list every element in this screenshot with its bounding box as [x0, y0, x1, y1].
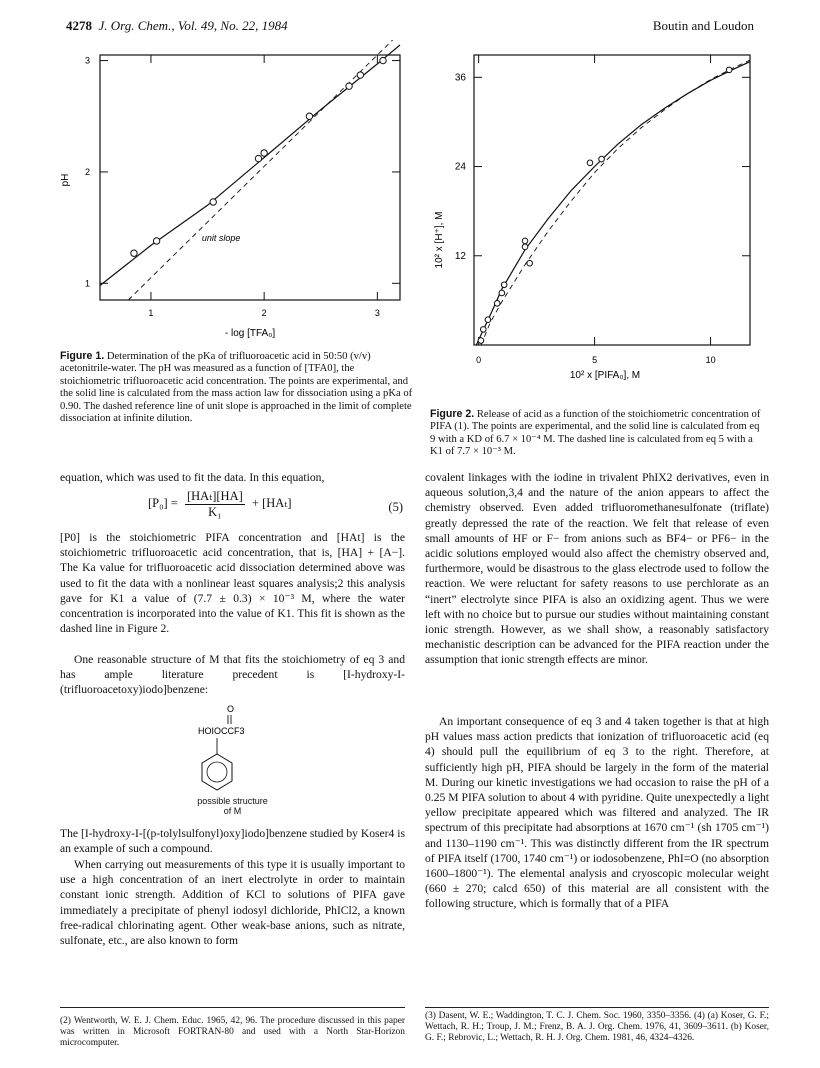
figure2-point-5: [501, 282, 507, 288]
figure2-point-0: [478, 338, 484, 344]
footnote-rule-right: [425, 1007, 769, 1008]
right-para-1: covalent linkages with the iodine in trivalent PhIX2 derivatives, even in aqueous solution,3,4 and the nature of the anion appears to affect the chemistry observed. Even added trifluoromethanesulfonate (triflate) greatly depressed the rate of the reaction. We felt that release of even small amounts of HF or F− from anions such as BF4− or PF6− in the acidic solutions employed would also affect the chemistry observed and, furthermore, would be disastrous to the glass electrode used to follow the reaction. We were reluctant for safety reasons to use perchlorate as an “inert” electrolyte since PIFA is also an oxidizing agent. Thus we were left with no choice but to pursue our studies without maintaining constant ionic strength. However, as we shall show, a reasonably satisfactory mechanistic description can be advanced for the PIFA reaction under the assumption that ionic strength effects are minor.: [425, 471, 769, 667]
left-para-4: The [I-hydroxy-I-[(p-tolylsulfonyl)oxy]iodo]benzene studied by Koser4 is an example of such a compound.: [60, 827, 405, 856]
figure1-caption: [60, 350, 415, 425]
figure2-caption: [430, 408, 766, 459]
figure1-points: [131, 57, 386, 256]
equation-lhs: [P₀] =: [148, 495, 178, 510]
figure1-point-8: [380, 57, 386, 63]
figure2-ytick-label-1: 24: [454, 161, 466, 173]
figure1-ylabel: pH: [60, 173, 71, 187]
equation-number: (5): [388, 500, 403, 514]
figure2-point-3: [494, 301, 500, 307]
figure1-ytick-label-0: 1: [84, 278, 90, 289]
figure1-xlabel: - log [TFA₀]: [224, 328, 276, 339]
figure1-point-5: [306, 113, 312, 119]
figure1-ytick-label-1: 2: [84, 166, 90, 177]
figure2-point-2: [485, 317, 491, 323]
figure1-ticks: [85, 55, 400, 318]
running-authors: Boutin and Loudon: [652, 18, 754, 33]
figure2-xtick-label-1: 5: [592, 355, 598, 365]
figure2-ytick-label-0: 12: [454, 250, 466, 262]
figure1-point-6: [346, 83, 352, 89]
figure2-xtick-label-2: 10: [705, 355, 716, 365]
figure2-point-1: [480, 327, 486, 333]
figure2-frame: [474, 55, 750, 345]
figure1-fit-line: [100, 45, 400, 286]
figure2-point-7: [522, 238, 528, 244]
figure2-point-4: [499, 290, 505, 296]
chemical-structure: [170, 702, 310, 807]
figure1-point-0: [131, 250, 137, 256]
equation-rhs: + [HAₜ]: [251, 495, 292, 510]
figure1-frame: [100, 55, 400, 300]
equation-denominator: K₁: [208, 505, 222, 519]
footnote-right: (3) Dasent, W. E.; Waddington, T. C. J. Chem. Soc. 1960, 3350–3356. (4) (a) Koser, G. F.; Wettach, R. H.; Troup, J. M.; Frenz, B. A. J. Org. Chem. 1976, 41, 3609–3611. (b) Koser, G. F.; Rebrovic, L.; Wettach, R. H. J. Org. Chem. 1981, 46, 4324–4326.: [425, 1011, 769, 1043]
equation-numerator: [HAₜ][HA]: [186, 489, 243, 503]
figure1-xtick-label-2: 3: [374, 308, 380, 318]
figure2-point-9: [587, 160, 593, 166]
figure1-xtick-label-0: 1: [148, 308, 154, 318]
figure1-ytick-label-2: 3: [84, 55, 90, 66]
figure1-caption-label: Figure 1.: [60, 350, 105, 362]
left-para-1: equation, which was used to fit the data. In this equation,: [60, 471, 325, 484]
figure1-point-1: [153, 238, 159, 244]
left-para-3: One reasonable structure of M that fits the stoichiometry of eq 3 and has ample literature precedent is [I-hydroxy-I-(trifluoroacetoxy)iodo]benzene:: [60, 653, 405, 697]
figure2-chart: [430, 40, 770, 390]
figure1-point-7: [357, 72, 363, 78]
journal-citation: J. Org. Chem., Vol. 49, No. 22, 1984: [98, 18, 288, 33]
figure2-point-11: [726, 67, 732, 73]
structure-caption-line2: of M: [223, 806, 242, 816]
figure2-point-8: [527, 260, 533, 266]
figure1-xtick-label-1: 2: [261, 308, 267, 318]
benzene-ring: [202, 754, 232, 790]
figure2-ytick-label-2: 36: [454, 72, 466, 84]
footnote-rule-left: [60, 1007, 405, 1008]
page-header: [66, 18, 288, 34]
figure2-points: [478, 67, 732, 343]
figure2-point-6: [522, 244, 528, 250]
figure1-caption-text: Determination of the pKa of trifluoroacetic acid in 50:50 (v/v) acetonitrile-water. The pH was measured as a function of [TFA0], the stoichiometric trifluoroacetic acid concentration. The points are experimental, and the solid line is calculated from the mass action law for dissociation using a pKa of 0.90. The dashed reference line of unit slope is approached in the limit of complete dissociation at infinite dilution.: [60, 351, 413, 425]
figure2-ticks: [455, 55, 750, 365]
figure2-solid-curve: [476, 62, 750, 345]
equation-5: [60, 484, 405, 530]
carbonyl-oxygen: O: [227, 704, 235, 714]
figure2-xlabel: 10² x [PIFA₀], M: [569, 370, 641, 381]
figure2-dashed-curve: [481, 60, 750, 345]
figure1-chart: [60, 40, 420, 345]
figure2-point-10: [599, 156, 605, 162]
left-para-5: When carrying out measurements of this type it is usually important to use a high concentration of an inert electrolyte in order to maintain constant ionic strength. Addition of KCl to solutions of PIFA gave immediately a precipitate of phenyl iodosyl dichloride, PhICl2, a known free-radical chlorinating agent. Other weak-base anions, such as nitrate, sulfonate, etc., are also known to form: [60, 858, 405, 948]
figure1-annotation: unit slope: [201, 232, 241, 243]
page-number: 4278: [66, 18, 92, 33]
figure1-point-4: [261, 150, 267, 156]
footnote-left: (2) Wentworth, W. E. J. Chem. Educ. 1965, 42, 96. The procedure discussed in this paper was written in Microsoft FORTRAN-80 and used with a North Star-Horizon microcomputer.: [60, 1016, 405, 1048]
figure2-caption-text: Release of acid as a function of the stoichiometric concentration of PIFA (1). The points are experimental, and the solid line is calculated from eq 9 with a KD of 6.7 × 10⁻⁴ M. The dashed line is calculated from eq 5 with a K1 of 7.7 × 10⁻³ M.: [430, 409, 761, 458]
figure1-point-2: [210, 199, 216, 205]
figure2-caption-label: Figure 2.: [430, 408, 475, 420]
structure-caption-line1: possible structure: [197, 796, 268, 806]
structure-formula: HOIOCCF3: [198, 726, 245, 736]
left-para-2: [P0] is the stoichiometric PIFA concentration and [HAt] is the stoichiometric trifluoroacetic acid concentration, that is, [HA] + [A−]. The Ka value for trifluoroacetic acid dissociation determined above was used to fit the data with a nonlinear least squares analysis;2 this analysis gave for K1 a value of (7.7 ± 0.3) × 10⁻³ M, where the water concentration is incorporated into the value of K1. This fit is shown as the dashed line in Figure 2.: [60, 531, 405, 636]
structure-caption: [60, 796, 405, 816]
right-para-2: An important consequence of eq 3 and 4 taken together is that at high pH values mass action predicts that ionization of trifluoroacetic acid (eq 4) should pull the equilibrium of eq 3 to the right. Therefore, at sufficiently high pH, PIFA should be largely in the form of the material M. During our kinetic investigations we had occasion to raise the pH of a 0.25 M PIFA solution to about 4 with pyridine. Quite unexpectedly a light yellow precipitate appeared which was filtered and analyzed. The IR spectrum of this precipitate had absorptions at 1670 cm⁻¹ (sh 1705 cm⁻¹) and 1130–1190 cm⁻¹. This was distinctly different from the IR spectrum of PIFA itself (1700, 1740 cm⁻¹) or iodosobenzene, PhI=O (no absorption 1600–1800⁻¹). The elemental analysis and cryoscopic molecular weight (660 ± 270; calcd 650) of this material are all consistent with the following structure, which is formally that of a PIFA: [425, 715, 769, 911]
figure2-xtick-label-0: 0: [476, 355, 482, 365]
figure2-ylabel: 10² x [H⁺], M: [434, 211, 445, 269]
figure1-point-3: [255, 155, 261, 161]
